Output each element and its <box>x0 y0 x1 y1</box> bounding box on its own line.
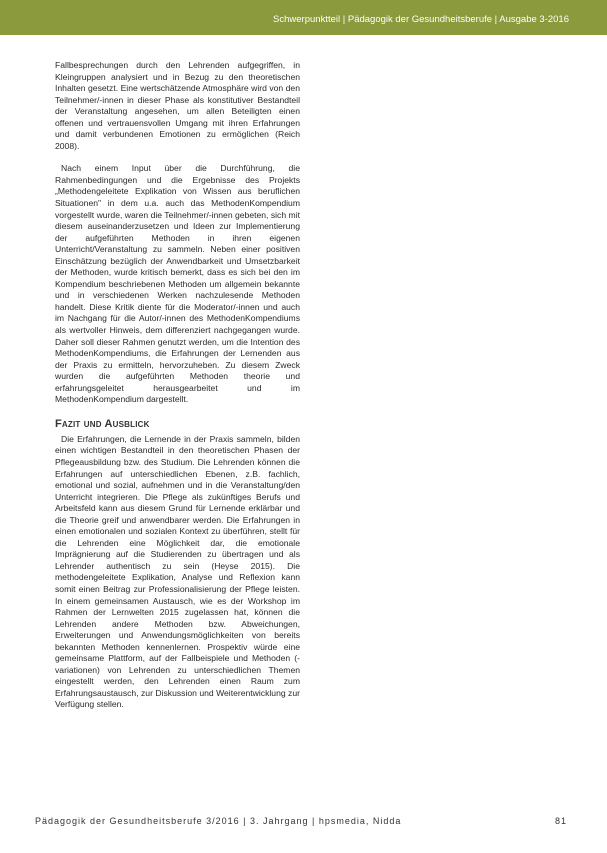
paragraph-gap <box>55 152 300 163</box>
running-header: Schwerpunktteil | Pädagogik der Gesundheitsberufe | Ausgabe 3-2016 <box>273 14 569 25</box>
paragraph: Fallbesprechungen durch den Lehrenden aufgegriffen, in Kleingruppen analysiert und in Bezug zu den theoretischen Inhalten gesetzt. Eine wertschätzende Atmosphäre wird von den Teilnehmer/-innen in dieser Phase als konstitutiver Bestandteil der Veranstaltung angesehen, um allen Beteiligten einen offenen und vertrauensvollen Umgang mit ihren Erfahrungen und damit verbundenen Emotionen zu ermöglichen (Reich 2008). <box>55 60 300 151</box>
paragraph: Die Erfahrungen, die Lernende in der Praxis sammeln, bilden einen wichtigen Bestandteil in den theoretischen Phasen der Pflegeausbildung bzw. des Studium. Die Lehrenden können die Erfahrungen auf unterschiedlichen Ebenen, z.B. fachlich, emotional und sozial, aufnehmen und in die Veranstaltung/den Unterricht integrieren. Die Pflege als zukünftiges Berufs und Arbeitsfeld kann aus diesem Grund für Lernende erklärbar und die Theorie greif und anwendbarer werden. Die Erfahrungen in einen emotionalen und sozialen Kontext zu überführen, stellt für die Lehrenden eine Möglichkeit dar, die emotionale Imprägnierung auf die Studierenden zu übertragen und als Lehrender authentisch zu sein (Heyse 2015). Die methodengeleitete Explikation, Analyse und Reflexion kann somit einen Beitrag zur Professionalisierung der Pflege leisten. In einem gemeinsamen Austausch, wie es der Workshop im Rahmen der Lernwelten 2015 zugelassen hat, können die Lehrenden andere Methoden bzw. Abweichungen, Erweiterungen und Anwendungsmöglichkeiten von bereits bekannten Methoden kennenlernen. Prospektiv würde eine gemeinsame Plattform, auf der Fallbeispiele und Methoden (-variationen) von Lehrenden zu unterschiedlichen Themen eingestellt werden, den Lehrenden einen Raum zum Erfahrungsaustausch, zur Diskussion und Weiterentwicklung zur Verfügung stellen. <box>55 433 300 710</box>
footer-journal-info: Pädagogik der Gesundheitsberufe 3/2016 | 3. Jahrgang | hpsmedia, Nidda <box>35 816 402 826</box>
page-number: 81 <box>554 816 567 826</box>
paragraph: Nach einem Input über die Durchführung, die Rahmenbedingungen und die Ergebnisse des Projekts „Methodengeleitete Explikation von Wissen aus beruflichen Situationen" in dem u.a. auch das MethodenKompendium vorgestellt wurde, waren die Teilnehmer/-innen gebeten, sich mit diesem auseinanderzusetzen und Ideen zur Implementierung der aufgeführten Methoden in ihren eigenen Unterricht/Veranstaltung zu sammeln. Neben einer positiven Einschätzung bezüglich der Anwendbarkeit und Umsetzbarkeit der Methoden, wurde kritisch bemerkt, dass es sich bei den im Kompendium beschriebenen Methoden um allgemein bekannte und in verschiedenen Werken nachzulesende Methoden handelt. Diese Kritik diente für die Moderator/-innen und auch im Nachgang für die Autor/-innen des MethodenKompendiums als wertvoller Hinweis, dem differenziert nachgegangen wurde. Daher soll dieser Rahmen genutzt werden, um die Intention des MethodenKompendiums, die Erfahrungen der Lernenden aus der Praxis zu ermitteln, hervorzuheben. Zu diesem Zweck wurden die aufgeführten Methoden theorie und erfahrungsgeleitet herausgearbeitet und im MethodenKompendium dargestellt. <box>55 163 300 405</box>
text-column <box>55 60 300 711</box>
header-bar <box>0 0 607 35</box>
section-heading: Fazit und Ausblick <box>55 417 150 430</box>
